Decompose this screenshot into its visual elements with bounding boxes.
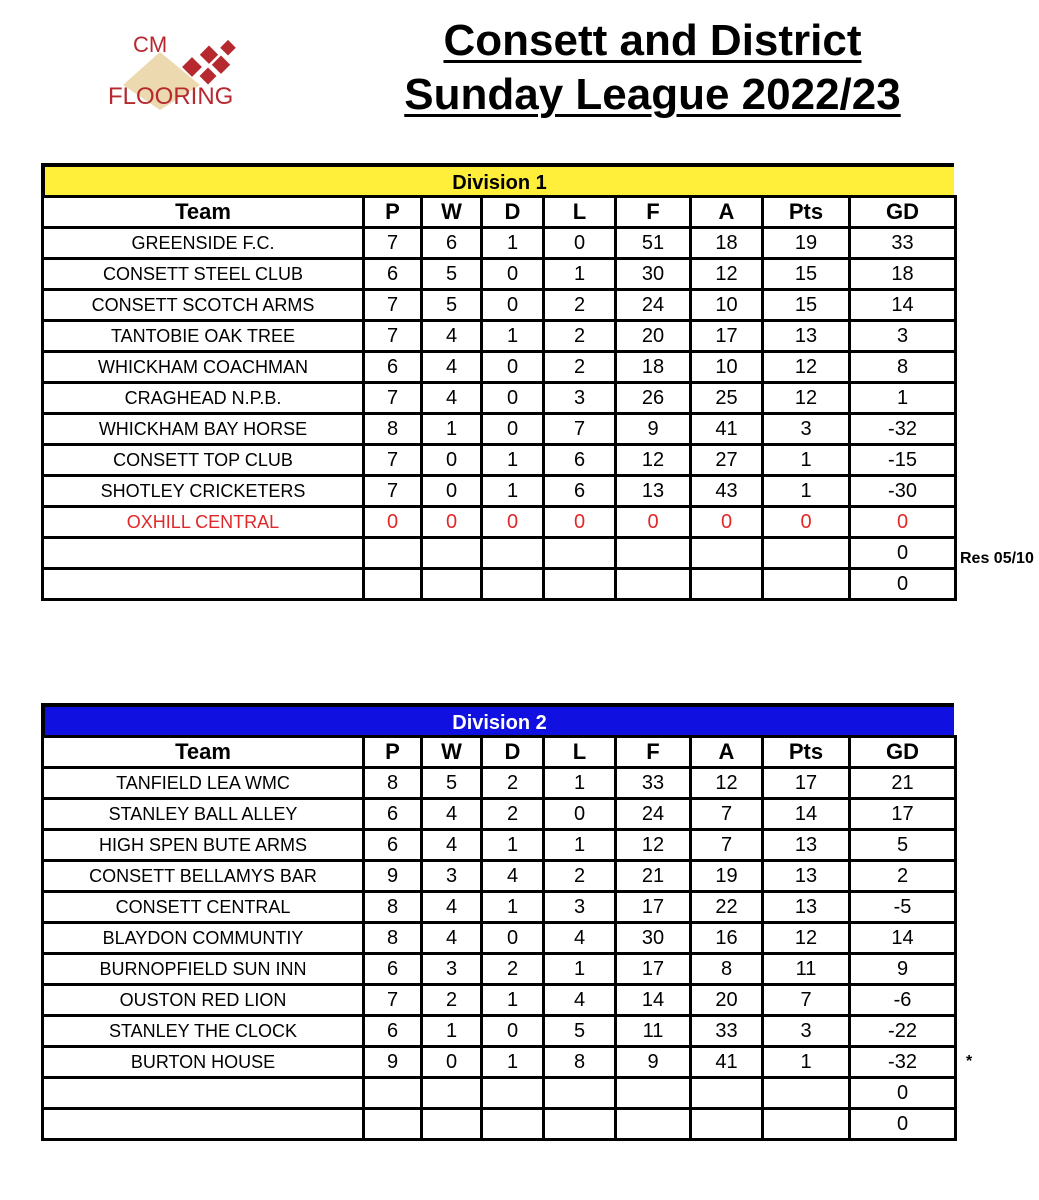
stat-cell-pts: 12 xyxy=(763,352,850,383)
stat-cell-gd: 3 xyxy=(850,321,956,352)
stat-cell-w: 0 xyxy=(422,1047,482,1078)
column-header-w: W xyxy=(422,197,482,228)
stat-cell-gd: 1 xyxy=(850,383,956,414)
stat-cell-pts xyxy=(763,538,850,569)
stat-cell-w xyxy=(422,538,482,569)
stat-cell-p: 7 xyxy=(364,985,422,1016)
stat-cell-a: 8 xyxy=(691,954,763,985)
stat-cell-d: 1 xyxy=(482,1047,544,1078)
stat-cell-d: 0 xyxy=(482,352,544,383)
stat-cell-a xyxy=(691,538,763,569)
stat-cell-p: 9 xyxy=(364,1047,422,1078)
stat-cell-d xyxy=(482,1109,544,1140)
column-header-gd: GD xyxy=(850,737,956,768)
team-name-cell xyxy=(43,569,364,600)
stat-cell-f: 30 xyxy=(616,259,691,290)
table-row xyxy=(43,228,956,259)
team-name-cell: WHICKHAM COACHMAN xyxy=(43,352,364,383)
stat-cell-pts: 19 xyxy=(763,228,850,259)
column-header-p: P xyxy=(364,197,422,228)
stat-cell-w: 5 xyxy=(422,768,482,799)
table-row xyxy=(43,538,956,569)
stat-cell-f: 12 xyxy=(616,445,691,476)
stat-cell-l: 0 xyxy=(544,228,616,259)
stat-cell-gd: 5 xyxy=(850,830,956,861)
stat-cell-l: 5 xyxy=(544,1016,616,1047)
stat-cell-f: 0 xyxy=(616,507,691,538)
header-row xyxy=(43,197,956,228)
stat-cell-d: 0 xyxy=(482,923,544,954)
stat-cell-gd: 0 xyxy=(850,507,956,538)
team-name-cell: CONSETT CENTRAL xyxy=(43,892,364,923)
stat-cell-gd: 33 xyxy=(850,228,956,259)
stat-cell-a: 17 xyxy=(691,321,763,352)
stat-cell-pts: 1 xyxy=(763,445,850,476)
team-name-cell: TANFIELD LEA WMC xyxy=(43,768,364,799)
stat-cell-p: 6 xyxy=(364,799,422,830)
stat-cell-gd: 0 xyxy=(850,538,956,569)
table-row xyxy=(43,923,956,954)
logo-line1: CM xyxy=(133,32,168,57)
stat-cell-pts: 3 xyxy=(763,414,850,445)
team-name-cell: STANLEY THE CLOCK xyxy=(43,1016,364,1047)
stat-cell-w: 3 xyxy=(422,954,482,985)
stat-cell-p: 9 xyxy=(364,861,422,892)
division-1-header: Division 1 xyxy=(41,163,954,195)
table-row xyxy=(43,830,956,861)
stat-cell-l: 2 xyxy=(544,290,616,321)
stat-cell-f: 11 xyxy=(616,1016,691,1047)
stat-cell-p xyxy=(364,1078,422,1109)
stat-cell-w: 1 xyxy=(422,1016,482,1047)
stat-cell-pts: 0 xyxy=(763,507,850,538)
stat-cell-w: 0 xyxy=(422,476,482,507)
stat-cell-d: 1 xyxy=(482,445,544,476)
stat-cell-d xyxy=(482,1078,544,1109)
stat-cell-l: 2 xyxy=(544,352,616,383)
stat-cell-p: 6 xyxy=(364,954,422,985)
stat-cell-pts: 17 xyxy=(763,768,850,799)
stat-cell-gd: -6 xyxy=(850,985,956,1016)
stat-cell-d: 4 xyxy=(482,861,544,892)
stat-cell-d: 1 xyxy=(482,830,544,861)
stat-cell-f: 12 xyxy=(616,830,691,861)
team-name-cell: OXHILL CENTRAL xyxy=(43,507,364,538)
stat-cell-w: 4 xyxy=(422,321,482,352)
stat-cell-pts: 1 xyxy=(763,1047,850,1078)
stat-cell-d: 0 xyxy=(482,259,544,290)
table-row xyxy=(43,352,956,383)
stat-cell-w: 4 xyxy=(422,799,482,830)
stat-cell-a: 12 xyxy=(691,259,763,290)
stat-cell-pts xyxy=(763,1078,850,1109)
stat-cell-pts xyxy=(763,1109,850,1140)
stat-cell-d: 1 xyxy=(482,321,544,352)
column-header-p: P xyxy=(364,737,422,768)
stat-cell-f: 18 xyxy=(616,352,691,383)
stat-cell-f: 30 xyxy=(616,923,691,954)
logo-line2: FLOORING xyxy=(108,83,234,110)
division-2-section xyxy=(41,703,954,1141)
column-header-d: D xyxy=(482,197,544,228)
stat-cell-l: 1 xyxy=(544,954,616,985)
column-header-a: A xyxy=(691,737,763,768)
stat-cell-f: 9 xyxy=(616,414,691,445)
stat-cell-a: 22 xyxy=(691,892,763,923)
stat-cell-gd: 8 xyxy=(850,352,956,383)
stat-cell-gd: -22 xyxy=(850,1016,956,1047)
stat-cell-a xyxy=(691,1109,763,1140)
column-header-l: L xyxy=(544,197,616,228)
team-name-cell: SHOTLEY CRICKETERS xyxy=(43,476,364,507)
team-name-cell: TANTOBIE OAK TREE xyxy=(43,321,364,352)
stat-cell-a: 10 xyxy=(691,352,763,383)
stat-cell-gd: 9 xyxy=(850,954,956,985)
column-header-f: F xyxy=(616,737,691,768)
stat-cell-d: 1 xyxy=(482,228,544,259)
stat-cell-d: 1 xyxy=(482,985,544,1016)
stat-cell-d: 0 xyxy=(482,1016,544,1047)
stat-cell-p: 7 xyxy=(364,228,422,259)
stat-cell-a: 12 xyxy=(691,768,763,799)
team-name-cell: CONSETT SCOTCH ARMS xyxy=(43,290,364,321)
stat-cell-f: 26 xyxy=(616,383,691,414)
stat-cell-a: 7 xyxy=(691,799,763,830)
stat-cell-f xyxy=(616,1109,691,1140)
stat-cell-l: 4 xyxy=(544,923,616,954)
table-row xyxy=(43,414,956,445)
table-row xyxy=(43,321,956,352)
stat-cell-f: 17 xyxy=(616,892,691,923)
stat-cell-p xyxy=(364,569,422,600)
stat-cell-pts: 3 xyxy=(763,1016,850,1047)
table-row xyxy=(43,1016,956,1047)
stat-cell-f: 9 xyxy=(616,1047,691,1078)
stat-cell-p: 8 xyxy=(364,892,422,923)
team-name-cell: BLAYDON COMMUNTIY xyxy=(43,923,364,954)
column-header-team: Team xyxy=(43,197,364,228)
stat-cell-f: 14 xyxy=(616,985,691,1016)
stat-cell-d: 1 xyxy=(482,892,544,923)
stat-cell-p: 0 xyxy=(364,507,422,538)
table-row xyxy=(43,445,956,476)
stat-cell-l: 0 xyxy=(544,507,616,538)
team-name-cell: CONSETT BELLAMYS BAR xyxy=(43,861,364,892)
stat-cell-gd: 18 xyxy=(850,259,956,290)
stat-cell-d: 1 xyxy=(482,476,544,507)
stat-cell-p: 7 xyxy=(364,383,422,414)
header-row xyxy=(43,737,956,768)
stat-cell-a: 43 xyxy=(691,476,763,507)
stat-cell-p: 6 xyxy=(364,259,422,290)
stat-cell-a: 19 xyxy=(691,861,763,892)
stat-cell-gd: 17 xyxy=(850,799,956,830)
stat-cell-f xyxy=(616,569,691,600)
stat-cell-w: 4 xyxy=(422,383,482,414)
stat-cell-a: 7 xyxy=(691,830,763,861)
stat-cell-l xyxy=(544,1109,616,1140)
table-row xyxy=(43,383,956,414)
team-name-cell: CONSETT STEEL CLUB xyxy=(43,259,364,290)
stat-cell-gd: -32 xyxy=(850,1047,956,1078)
stat-cell-w xyxy=(422,569,482,600)
stat-cell-d xyxy=(482,538,544,569)
stat-cell-l xyxy=(544,1078,616,1109)
stat-cell-l: 7 xyxy=(544,414,616,445)
column-header-f: F xyxy=(616,197,691,228)
stat-cell-l: 6 xyxy=(544,445,616,476)
title-line1: Consett and District xyxy=(443,16,862,65)
stat-cell-p: 6 xyxy=(364,1016,422,1047)
column-header-w: W xyxy=(422,737,482,768)
team-name-cell: STANLEY BALL ALLEY xyxy=(43,799,364,830)
stat-cell-w: 5 xyxy=(422,259,482,290)
stat-cell-pts: 15 xyxy=(763,290,850,321)
stat-cell-pts: 13 xyxy=(763,861,850,892)
team-name-cell: CONSETT TOP CLUB xyxy=(43,445,364,476)
stat-cell-f: 51 xyxy=(616,228,691,259)
stat-cell-p: 7 xyxy=(364,445,422,476)
stat-cell-p: 6 xyxy=(364,352,422,383)
stat-cell-pts: 14 xyxy=(763,799,850,830)
stat-cell-d: 0 xyxy=(482,290,544,321)
stat-cell-d: 2 xyxy=(482,799,544,830)
stat-cell-w: 0 xyxy=(422,507,482,538)
division-2-note: * xyxy=(966,1053,973,1070)
stat-cell-l: 1 xyxy=(544,768,616,799)
stat-cell-gd: 0 xyxy=(850,1109,956,1140)
stat-cell-f: 13 xyxy=(616,476,691,507)
stat-cell-l: 3 xyxy=(544,383,616,414)
stat-cell-d xyxy=(482,569,544,600)
table-row xyxy=(43,290,956,321)
stat-cell-w: 4 xyxy=(422,352,482,383)
table-row xyxy=(43,507,956,538)
stat-cell-l: 1 xyxy=(544,259,616,290)
stat-cell-l: 2 xyxy=(544,321,616,352)
team-name-cell: HIGH SPEN BUTE ARMS xyxy=(43,830,364,861)
title-line2: Sunday League 2022/23 xyxy=(404,70,901,119)
table-row xyxy=(43,892,956,923)
stat-cell-gd: -15 xyxy=(850,445,956,476)
stat-cell-p: 8 xyxy=(364,923,422,954)
stat-cell-p: 8 xyxy=(364,768,422,799)
stat-cell-pts: 11 xyxy=(763,954,850,985)
stat-cell-a: 0 xyxy=(691,507,763,538)
team-name-cell: OUSTON RED LION xyxy=(43,985,364,1016)
stat-cell-a: 10 xyxy=(691,290,763,321)
stat-cell-pts xyxy=(763,569,850,600)
table-row xyxy=(43,954,956,985)
stat-cell-pts: 13 xyxy=(763,321,850,352)
stat-cell-f: 24 xyxy=(616,799,691,830)
stat-cell-l: 6 xyxy=(544,476,616,507)
stat-cell-l xyxy=(544,538,616,569)
table-row xyxy=(43,1047,956,1078)
stat-cell-d: 0 xyxy=(482,383,544,414)
stat-cell-l: 8 xyxy=(544,1047,616,1078)
stat-cell-w: 5 xyxy=(422,290,482,321)
stat-cell-gd: 21 xyxy=(850,768,956,799)
team-name-cell: GREENSIDE F.C. xyxy=(43,228,364,259)
table-row xyxy=(43,768,956,799)
stat-cell-a xyxy=(691,569,763,600)
stat-cell-a: 41 xyxy=(691,1047,763,1078)
table-row xyxy=(43,985,956,1016)
stat-cell-f: 21 xyxy=(616,861,691,892)
stat-cell-a: 27 xyxy=(691,445,763,476)
stat-cell-w xyxy=(422,1078,482,1109)
stat-cell-f: 17 xyxy=(616,954,691,985)
stat-cell-p: 6 xyxy=(364,830,422,861)
stat-cell-w: 4 xyxy=(422,923,482,954)
column-header-l: L xyxy=(544,737,616,768)
stat-cell-pts: 12 xyxy=(763,383,850,414)
column-header-a: A xyxy=(691,197,763,228)
team-name-cell xyxy=(43,538,364,569)
stat-cell-w: 1 xyxy=(422,414,482,445)
stat-cell-w: 4 xyxy=(422,830,482,861)
stat-cell-gd: 0 xyxy=(850,1078,956,1109)
team-name-cell: CRAGHEAD N.P.B. xyxy=(43,383,364,414)
column-header-gd: GD xyxy=(850,197,956,228)
stat-cell-l: 2 xyxy=(544,861,616,892)
table-row xyxy=(43,1109,956,1140)
stat-cell-a: 20 xyxy=(691,985,763,1016)
table-row xyxy=(43,861,956,892)
team-name-cell xyxy=(43,1078,364,1109)
stat-cell-pts: 15 xyxy=(763,259,850,290)
stat-cell-l: 1 xyxy=(544,830,616,861)
stat-cell-a: 16 xyxy=(691,923,763,954)
stat-cell-d: 2 xyxy=(482,954,544,985)
stat-cell-w: 4 xyxy=(422,892,482,923)
table-row xyxy=(43,476,956,507)
stat-cell-p: 7 xyxy=(364,290,422,321)
division-1-section xyxy=(41,163,954,601)
column-header-pts: Pts xyxy=(763,197,850,228)
stat-cell-gd: -30 xyxy=(850,476,956,507)
page-title xyxy=(380,14,925,122)
stat-cell-a: 33 xyxy=(691,1016,763,1047)
stat-cell-f: 33 xyxy=(616,768,691,799)
stat-cell-f: 20 xyxy=(616,321,691,352)
stat-cell-gd: 0 xyxy=(850,569,956,600)
division-2-table xyxy=(41,735,957,1141)
column-header-team: Team xyxy=(43,737,364,768)
stat-cell-w: 0 xyxy=(422,445,482,476)
stat-cell-f xyxy=(616,1078,691,1109)
table-row xyxy=(43,569,956,600)
stat-cell-w xyxy=(422,1109,482,1140)
stat-cell-gd: -32 xyxy=(850,414,956,445)
division-2-header: Division 2 xyxy=(41,703,954,735)
stat-cell-w: 3 xyxy=(422,861,482,892)
stat-cell-f xyxy=(616,538,691,569)
stat-cell-l: 0 xyxy=(544,799,616,830)
stat-cell-pts: 13 xyxy=(763,892,850,923)
stat-cell-l: 4 xyxy=(544,985,616,1016)
team-name-cell: BURNOPFIELD SUN INN xyxy=(43,954,364,985)
stat-cell-pts: 7 xyxy=(763,985,850,1016)
stat-cell-a xyxy=(691,1078,763,1109)
column-header-pts: Pts xyxy=(763,737,850,768)
stat-cell-a: 41 xyxy=(691,414,763,445)
column-header-d: D xyxy=(482,737,544,768)
team-name-cell: BURTON HOUSE xyxy=(43,1047,364,1078)
stat-cell-l: 3 xyxy=(544,892,616,923)
stat-cell-w: 2 xyxy=(422,985,482,1016)
division-1-note: Res 05/10 xyxy=(960,550,1034,567)
stat-cell-f: 24 xyxy=(616,290,691,321)
stat-cell-d: 0 xyxy=(482,507,544,538)
stat-cell-pts: 1 xyxy=(763,476,850,507)
table-row xyxy=(43,799,956,830)
stat-cell-gd: 14 xyxy=(850,290,956,321)
team-name-cell: WHICKHAM BAY HORSE xyxy=(43,414,364,445)
stat-cell-p: 8 xyxy=(364,414,422,445)
table-row xyxy=(43,259,956,290)
stat-cell-gd: -5 xyxy=(850,892,956,923)
stat-cell-l xyxy=(544,569,616,600)
stat-cell-d: 0 xyxy=(482,414,544,445)
division-1-table xyxy=(41,195,957,601)
stat-cell-p xyxy=(364,1109,422,1140)
stat-cell-p: 7 xyxy=(364,476,422,507)
stat-cell-gd: 14 xyxy=(850,923,956,954)
stat-cell-d: 2 xyxy=(482,768,544,799)
stat-cell-w: 6 xyxy=(422,228,482,259)
stat-cell-gd: 2 xyxy=(850,861,956,892)
stat-cell-a: 25 xyxy=(691,383,763,414)
table-row xyxy=(43,1078,956,1109)
team-name-cell xyxy=(43,1109,364,1140)
stat-cell-pts: 12 xyxy=(763,923,850,954)
stat-cell-p: 7 xyxy=(364,321,422,352)
cm-flooring-logo xyxy=(105,30,305,115)
stat-cell-pts: 13 xyxy=(763,830,850,861)
stat-cell-a: 18 xyxy=(691,228,763,259)
stat-cell-p xyxy=(364,538,422,569)
